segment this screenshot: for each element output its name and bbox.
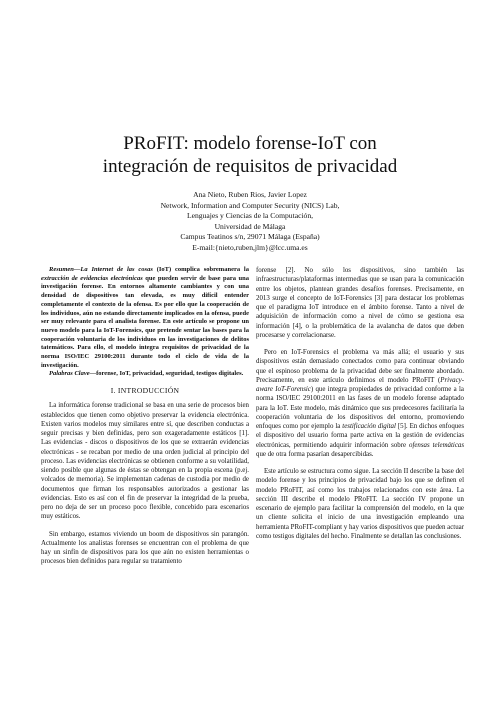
right-paragraph-2-emphasis-3: ofensas telemáticas	[409, 441, 465, 449]
right-paragraph-2	[256, 348, 464, 459]
right-paragraph-2-emphasis-1: Privacy-aware IoT-Forensic	[256, 376, 464, 393]
author-names: Ana Nieto, Ruben Rios, Javier Lopez	[193, 190, 307, 199]
affiliation-lab: Network, Information and Computer Security (NICS) Lab,	[160, 200, 340, 210]
paper-title	[0, 132, 500, 178]
left-column	[41, 266, 249, 567]
abstract-lead: Resumen—	[49, 266, 81, 273]
abstract-text-2: que pueden servir de base para una investigación forense. En entornos altamente cambiantes y con una densidad de dispositivos tan elevada, es muy difícil entender completamente el contexto de la ofensa. Es por ello que la cooperación de los individuos, aún no estando directamente implicados en la ofensa, puede ser muy relevante para el analista forense. En este artículo se propone un nuevo modelo para la IoT-Forensics, que pretende sentar las bases para la cooperación voluntaria de los individuos en las investigaciones de delitos tatemáticos. Para ello, el modelo integra requisitos de privacidad de la norma ISO/IEC 29100:2011 durante todo el ciclo de vida de la investigación.	[41, 274, 249, 369]
right-paragraph-2-text-3: [5]. En dichos enfoques el dispositivo del usuario forma parte activa en la gestión de evidencias electrónicas, permitiendo adquirir información sobre	[256, 423, 464, 449]
paper-title-line-1: PRoFIT: modelo forense-IoT con	[123, 133, 377, 154]
keywords-text: forense, IoT, privacidad, seguridad, testigos digitales.	[96, 370, 244, 378]
right-paragraph-2-text-1: Pero en IoT-Forensics el problema va más allá; el usuario y sus dispositivos están demasiado conectados como para continuar obviando que el espinoso problema de la privacidad debe ser finalmente abordado. Precisamente, en este artículo definimos el modelo PRoFIT (	[256, 349, 464, 384]
affiliation-department: Lenguajes y Ciencias de la Computación,	[186, 211, 314, 221]
keywords-lead: Palabras Clave—	[49, 370, 97, 378]
right-paragraph-1: forense [2]. No sólo los dispositivos, sino también las infraestructuras/plataformas intermedias que se usan para la comunicación entre los objetos, plantean grandes desafíos forenses. Precisamente, en 2013 surge el concepto de IoT-Forensics [3] para destacar los problemas que el paradigma IoT introduce en el ámbito forense. Tanto a nivel de adquisición de información como a nivel de cómo se gestiona esa información [4], o la problemática de la avalancha de datos que deben procesarse y correlacionarse.	[256, 267, 464, 339]
affiliation-university: Universidad de Málaga	[214, 221, 286, 231]
intro-paragraph-1: La informática forense tradicional se basa en una serie de procesos bien establecidos que tienen como objetivo preservar la evidencia electrónica. Existen varios modelos muy similares entre sí, que describen conductas a seguir precisas y bien definidas, pero son exageradamente estáticos [1]. Las evidencias - discos o dispositivos de los que se extraerán evidencias electrónicas - se recaban por medio de una orden judicial al principio del proceso. Las evidencias electrónicas se obtienen conforme a su volatilidad, siendo posible que algunas de éstas se obtengan en la propia escena (p.ej. volcados de memoria). Se implementan cadenas de custodia por medio de documentos que firman los responsables autorizados a gestionar las evidencias. Esto es así con el fin de preservar la integridad de la prueba, pero no deja de ser un proceso poco flexible, concebido para escenarios muy estáticos.	[41, 402, 249, 521]
right-paragraph-2-text-4: que de otra forma pasarían desapercibidas.	[256, 450, 374, 458]
author-email: E-mail:{nieto,ruben,jlm}@lcc.uma.es	[192, 242, 308, 252]
intro-paragraph-2: Sin embargo, estamos viviendo un boom de dispositivos sin parangón. Actualmente los analistas forenses se encuentran con el problema de que hay un sinfín de dispositivos para los que aún no existen herramientas o procesos bien definidos para regular su tratamiento	[41, 530, 249, 566]
abstract-emphasis-2: extracción de evidencias electrónicas	[41, 274, 143, 282]
author-block	[0, 190, 500, 254]
right-paragraph-2-emphasis-2: testificación digital	[342, 423, 396, 430]
section-heading-introduccion: I. INTRODUCCIÓN	[110, 386, 180, 396]
abstract-lead-emphasis: La Internet de las cosas	[80, 266, 153, 273]
affiliation-address: Campus Teatinos s/n, 29071 Málaga (España)	[180, 232, 320, 242]
right-paragraph-3: Este artículo se estructura como sigue. La sección II describe la base del modelo forense y los principios de privacidad bajo los que se definen el modelo PRoFIT, así como los trabajos relacionados con este área. La sección III describe el modelo PRoFIT. La sección IV propone un escenario de ejemplo para facilitar la comprensión del modelo, en la que un cliente solicita el inicio de una investigación empleando una herramienta PRoFIT-compliant y hay varios dispositivos que pueden actuar como testigos digitales del hecho. Finalmente se detallan las conclusiones.	[256, 468, 464, 540]
right-paragraph-2-text-2: ) que integra propiedades de privacidad conforme a la norma ISO/IEC 29100:2011 en las fases de un modelo forense adaptado para la IoT. Este modelo, más dinámico que sus predecesores facilitaría la cooperación voluntaria de los dispositivos del entorno, promoviendo enfoques como por ejemplo la	[256, 386, 464, 430]
keywords	[41, 370, 249, 379]
abstract-text-1: (IoT) complica sobremanera la	[152, 266, 249, 273]
abstract	[41, 266, 249, 370]
paper-title-line-2: integración de requisitos de privacidad	[102, 156, 398, 177]
right-column	[256, 266, 464, 541]
